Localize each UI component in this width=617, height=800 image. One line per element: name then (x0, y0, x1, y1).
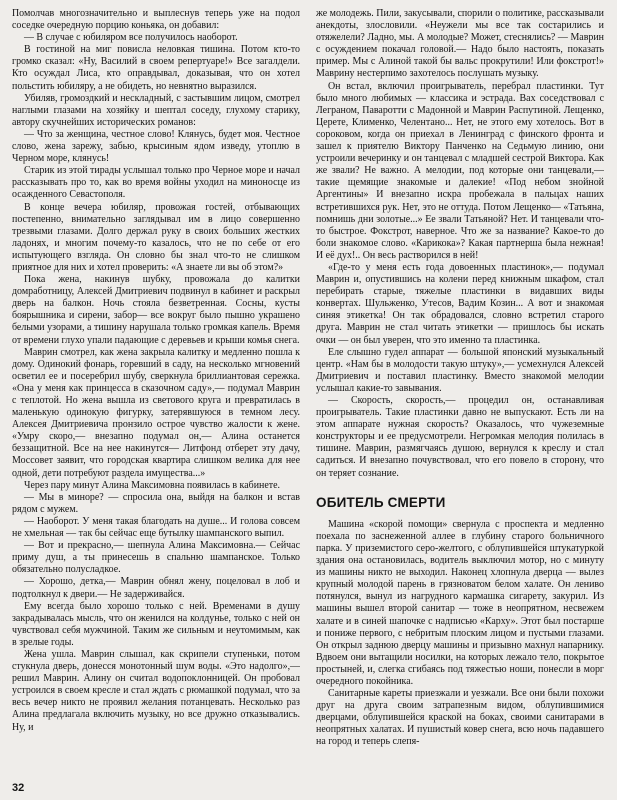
paragraph: — В случае с юбиляром все получилось наоборот. (24, 32, 238, 44)
paragraph: же молодежь. Пили, закусывали, спорили о политике, рассказывали анекдоты, злословили. «Неужели мы все так состарились и отяжелели? Ладно, мы. А молодые? Может, стеснялись? — Маврин с осуждением покачал головой.— Надо было настоять, показать пример. Мы с Алиной такой бы вальс прокрутили! Или фокстрот!» Маврину нестерпимо захотелось послушать музыку. (316, 8, 604, 80)
paragraph: «Где-то у меня есть года довоенных пластинок»,— подумал Маврин и, опустившись на колени перед книжным шкафом, стал перебирать старые, тяжелые пластинки в видавших виды конвертах. Шульженко, Утесов, Вадим Козин... А вот и знакомая синяя этикетка! Он так обрадовался, словно встретил старого друга. Маврин не стал читать этикетки — пришлось бы искать очки — он был уверен, что это именно та пластинка. (316, 261, 604, 346)
paragraph: Санитарные кареты приезжали и уезжали. Все они были похожи друг на друга своим затрапезным видом, облупившимися дверцами, облупившейся краской на боках, своими санитарами в неопрятных халатах. И пушистый ковер снега, всю ночь падавшего на город и теперь слепя- (316, 688, 604, 748)
section-title: ОБИТЕЛЬ СМЕРТИ (316, 494, 446, 510)
paragraph: Машина «скорой помощи» свернула с проспекта и медленно поехала по заснеженной аллее в глубину старого больничного парка. У приземистого серо-желтого, с облупившейся штукатуркой здания она остановилась, водитель выключил мотор, но с минуту из машины никто не выходил. Наконец хлопнула дверца — вылез крупный молодой парень в грязноватом белом халате. Он лениво потянулся, вынул из нагрудного кармашка сигарету, закурил. Из машины вышел второй санитар — тоже в неопрятном, несвежем халате и в синей шапочке с надписью «Карху». Этот был постарше и пониже первого, с небритым плоским лицом и пустыми глазами. Он открыл заднюю дверцу машины и призывно махнул напарнику. Вдвоем они вытащили носилки, на которых лежало тело, покрытое простыней, и, слегка сгибаясь под тяжестью ноши, понесли в морг очередного покойника. (316, 518, 604, 687)
paragraph: В конце вечера юбиляр, провожая гостей, отбывающих постепенно, внимательно заглядывал им в лицо совершенно трезвыми глазами. Долго держал руку в своих больших жестких ладонях, и многим почему-то казалось, что не по себе от его испытующего взгляда. Он словно бы знал что-то не слишком приятное для них и хотел проверить: «А знаете ли вы об этом?» (12, 201, 300, 273)
paragraph: — Что за женщина, честное слово! Клянусь, будет моя. Честное слово, жена зарежу, забью, крысиным ядом изведу, утоплю в Черном море, клянусь! (12, 128, 300, 165)
page-number: 32 (12, 782, 25, 794)
paragraph: — Хорошо, детка,— Маврин обнял жену, поцеловал в лоб и подтолкнул к двери.— Не задерживайся. (12, 576, 300, 600)
paragraph: Жена ушла. Маврин слышал, как скрипели ступеньки, потом стукнула дверь, донесся монотонный шум воды. «Это надолго»,— решил Маврин. Алину он считал водопоклонницей. Он пробовал устроился в своем кресле и стал ждать с рюмашкой подумал, что за весь вечер никто не проявил желания потанцевать. Несколько раз Алина предлагала включить музыку, но все дружно отказывались. Ну, и (12, 648, 300, 733)
paragraph: Ему всегда было хорошо только с ней. Временами в душу закрадывалась мысль, что он женился на колдунье, только с ней он чувствовал себя мужчиной. Таким же сильным и неутомимым, как в зрелые годы. (12, 600, 300, 648)
paragraph: В гостиной на миг повисла неловкая тишина. Потом кто-то громко сказал: «Ну, Василий в своем репертуаре!» Все загалдели. Кто осуждал Лиса, кто оправдывал, доказывая, что он хотел польстить юбиляру, а не обидеть, но невнятно выразился. (12, 44, 300, 92)
paragraph: Еле слышно гудел аппарат — большой японский музыкальный центр. «Нам бы в молодости такую штуку»,— усмехнулся Алексей Дмитриевич и поставил пластинку. Вместо знакомой мелодии услышал какие-то завывания. (316, 346, 604, 394)
paragraph: Помолчав многозначительно и выплеснув теперь уже на подол соседке очередную порцию коньяка, он добавил: (12, 8, 300, 32)
paragraph: Старик из этой тирады услышал только про Черное море и начал рассказывать про то, как во время войны уходил на миноносце из осажденного Севастополя. (12, 165, 300, 201)
paragraph: — Наоборот. У меня такая благодать на душе... И голова совсем не хмельная — так бы сейчас еще бутылку шампанского выпил. (12, 515, 300, 540)
paragraph: — Вот и прекрасно,— шепнула Алина Максимовна.— Сейчас приму душ, а ты принесешь в спальню шампанское. Только обязательно полусладкое. (12, 540, 300, 576)
paragraph: Пока жена, накинув шубку, провожала до калитки домработницу, Алексей Дмитриевич подвинул в кабинет и раскрыл дверь на балкон. Ночь стояла безветренная. Сосны, кусты боярышника и сирени, забор— все вокруг было пышно украшено белыми узорами, а тишину нарушала только громкая капель. Время от времени глухо упали падающие с деревьев и крыши комья снега. (12, 274, 300, 346)
paragraph: Он встал, включил проигрыватель, перебрал пластинки. Тут было много любимых — классика и эстрада. Вах соседствовал с Леграном, Паваротти с Мадонной и Маврин Распутиной. Лещенко, Церете, Клименко, Челентано... Нет, не этого ему хотелось. Вот в сороковом, когда он приехал в Ленинград с финского фронта и зашел к приятелю Виктору Панченко на Седьмую линию, они устроили вечеринку и он танцевал с младшей сестрой Виктора. Как же звали? Не важно. А мелодии, под которые они танцевали,— такие щемящие знакомые и далекие! «Под небом знойной Аргентины» И внезапно искра пробежала в пальцах наших встретившихся рук. Нет, это не оттуда. Потом Лещенко— «Татьяна, помнишь дни золотые...» Ее звали Татьяной? Нет. И танцевали что-то быстрое. Фокстрот, наверное. Что же за название? Какое-то до боли знакомое слово. «Карикока»? Какая партнерша была нежная! И её дух!.. Он весь растворился в ней! (316, 80, 604, 261)
paragraph: — Скорость, скорость,— процедил он, останавливая проигрыватель. Такие пластинки давно не выпускают. Есть ли на этом аппарате нужная скорость? Оказалось, что чужеземные конструкторы и ее предусмотрели. Негромкая мелодия полилась в тишине. Маврин, размягчаясь душою, вернулся к креслу и стал садиться. И внезапно почувствовал, что его повело в сторону, что он теряет сознание. (316, 395, 604, 479)
paragraph: — Мы в миноре? — спросила она, выйдя на балкон и встав рядом с мужем. (12, 491, 300, 515)
right-column (316, 8, 604, 788)
left-column (12, 8, 300, 788)
paragraph: Маврин смотрел, как жена закрыла калитку и медленно пошла к дому. Одинокий фонарь, горевший в саду, на несколько мгновений осветил ее и посеребрил шубу, сверкнула бриллиантовая сережка. «Она у меня как принцесса в сказочном саду»,— подумал Маврин с теплотой. Но жена вышла из светового круга и превратилась в маленькую одинокую фигурку, затерявшуюся в темном лесу. Алексея Дмитриевича пронзило острое чувство жалости к жене. «Умру скоро,— внезапно подумал он,— Алина останется беззащитной. Все на нее накинутся— Литфонд отберет эту дачу, Моссовет заявит, что городская квартира слишком велика для нее одной, дети потребуют раздела имущества...» (12, 346, 300, 479)
paragraph: Через пару минут Алина Максимовна появилась в кабинете. (24, 479, 280, 491)
paragraph: Убиляв, громоздкий и нескладный, с застывшим лицом, смотрел наглыми глазами на хозяйку и шептал соседу, глухому старику, автору скучнейших исторических романов: (12, 92, 300, 128)
